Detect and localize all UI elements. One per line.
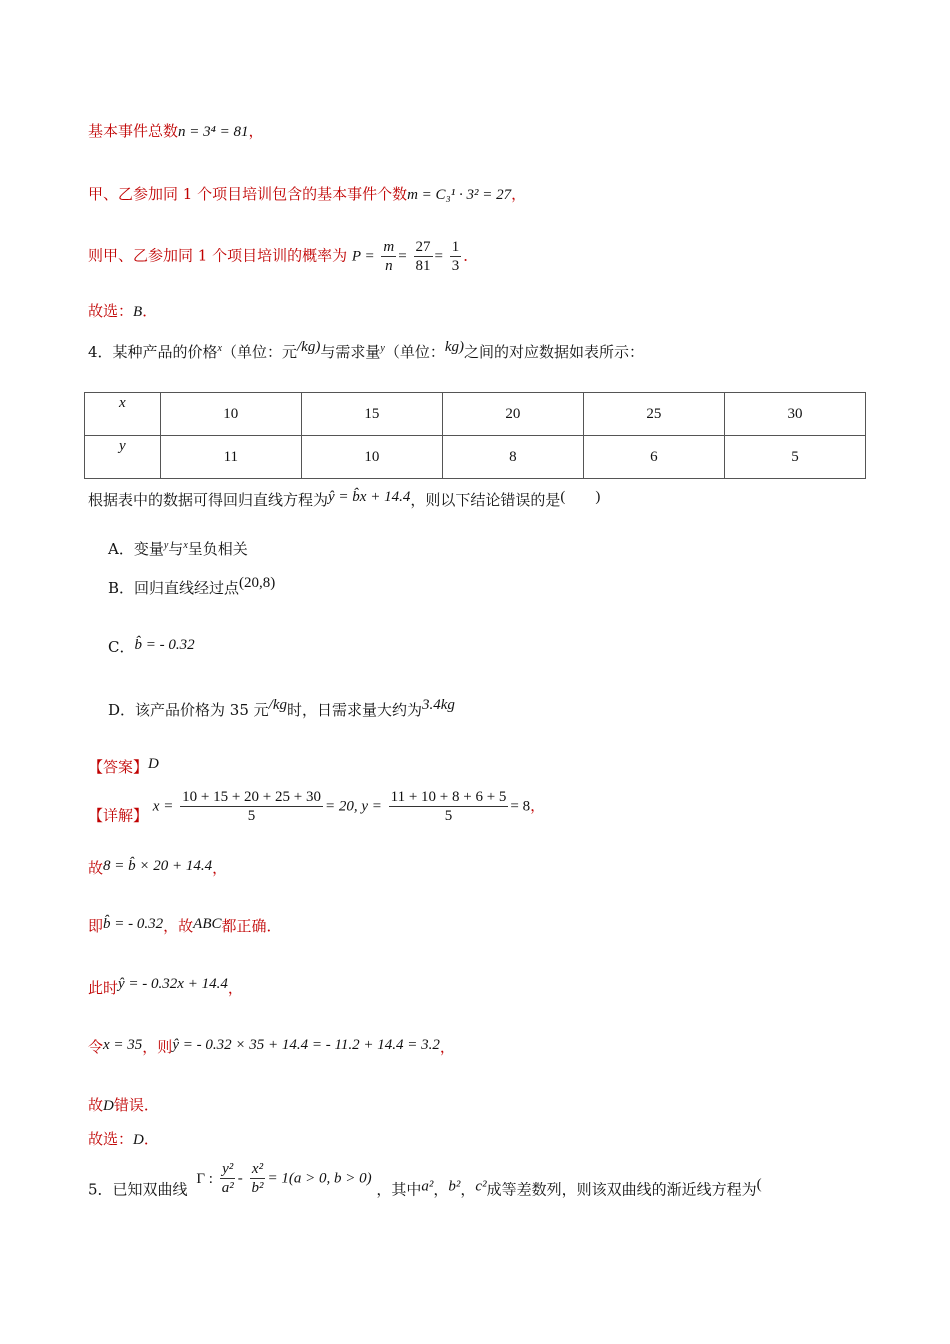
fraction-y-mean: $\frac{11 + 10 + 8 + 6 + 5}{5}$ — [390, 789, 507, 824]
detail-choose-d: 故选：D． — [88, 1130, 159, 1148]
detail-means: 【详解】 x = $\frac{10 + 15 + 20 + 25 + 30}{5}$ = 20, y = $\frac{11 + 10 + 8 + 6 + 5}{5}$ = 8， — [88, 789, 546, 825]
solution-line-favorable-events: 甲、乙参加同 1 个项目培训包含的基本事件个数m = C₃¹ · 3² = 27， — [88, 185, 527, 203]
solution-line-probability: 则甲、乙参加同 1 个项目培训的概率为 P = $\frac{m}{n}$ = $\frac{27}{81}$ = $\frac{1}{3}$ ． — [88, 239, 479, 274]
table-cell: 6 — [583, 436, 724, 479]
table-cell: 30 — [724, 393, 865, 436]
table-row-y — [85, 436, 866, 479]
detail-step-2: 即b̂ = - 0.32，故ABC都正确． — [88, 916, 282, 935]
table-cell: 10 — [301, 436, 442, 479]
table-cell: 25 — [583, 393, 724, 436]
table-header-x: x — [85, 393, 161, 436]
table-cell: 5 — [724, 436, 865, 479]
option-a: A．变量$^y$与$^x$呈负相关 — [108, 540, 248, 558]
table-row-x — [85, 393, 866, 436]
solution-line-total-events: 基本事件总数n = 3⁴ = 81， — [88, 122, 264, 140]
table-header-y: y — [85, 436, 161, 479]
detail-step-3: 此时ŷ = - 0.32x + 14.4， — [88, 976, 243, 997]
question-4-stem: 4．某种产品的价格$^x$（单位：元/kg)与需求量$^y$（单位：kg)之间的对应数据如表所示： — [88, 339, 644, 361]
math-total-events: n = 3⁴ = 81 — [178, 124, 249, 140]
fraction-27-over-81: $\frac{27}{81}$ — [415, 239, 431, 274]
answer-line: 【答案】D — [88, 756, 159, 776]
regression-statement: 根据表中的数据可得回归直线方程为ŷ = b̂x + 14.4，则以下结论错误的是( ) — [88, 489, 601, 509]
detail-step-1: 故8 = b̂ × 20 + 14.4， — [88, 858, 228, 877]
table-cell: 10 — [160, 393, 301, 436]
option-b: B．回归直线经过点(20,8) — [108, 575, 276, 597]
option-c: C．b̂ = - 0.32 — [108, 637, 195, 656]
table-cell: 15 — [301, 393, 442, 436]
option-d: D．该产品价格为 35 元/kg时，日需求量大约为3.4kg — [108, 697, 455, 719]
price-demand-table — [84, 392, 866, 479]
detail-step-4: 令x = 35，则ŷ = - 0.32 × 35 + 14.4 = - 11.2 + 14.4 = 3.2， — [88, 1037, 455, 1056]
detail-step-5: 故D错误． — [88, 1096, 159, 1114]
fraction-m-over-n: $\frac{m}{n}$ — [383, 239, 395, 274]
question-5-stem: 5．已知双曲线 Γ : $\frac{\text{y²}}{\text{a²}}$ - $\frac{\text{x²}}{\text{b²}}$ = 1(a > 0, b > 0) ，其中a²，b²，c²成等差数列，则该双曲线的渐近线方程为( — [88, 1161, 762, 1199]
fraction-x2-b2: $\frac{\text{x²}}{\text{b²}}$ — [251, 1161, 264, 1196]
solution-choose-b: 故选：B． — [88, 302, 158, 320]
table-cell: 8 — [442, 436, 583, 479]
table-cell: 11 — [160, 436, 301, 479]
fraction-y2-a2: $\frac{\text{y²}}{\text{a²}}$ — [221, 1161, 234, 1196]
table-cell: 20 — [442, 393, 583, 436]
regression-equation: ŷ = b̂x + 14.4 — [328, 489, 411, 505]
fraction-x-mean: $\frac{10 + 15 + 20 + 25 + 30}{5}$ — [182, 789, 321, 824]
math-favorable-events: m = C₃¹ · 3² = 27 — [407, 187, 512, 203]
fraction-1-over-3: $\frac{1}{3}$ — [451, 239, 460, 274]
